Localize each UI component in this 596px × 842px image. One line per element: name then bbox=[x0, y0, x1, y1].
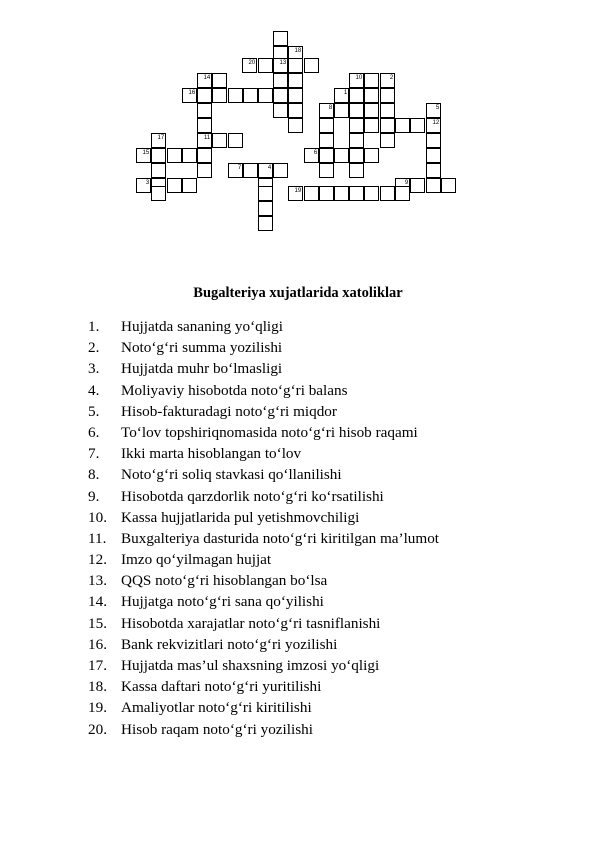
crossword-cell[interactable] bbox=[273, 88, 288, 103]
clue-number: 8. bbox=[88, 466, 100, 484]
clue-number: 12. bbox=[88, 551, 107, 569]
clue-item bbox=[88, 634, 439, 655]
crossword-cell[interactable] bbox=[364, 103, 379, 118]
clue-item bbox=[88, 676, 439, 697]
clue-text: Kassa hujjatlarida pul yetishmovchiligi bbox=[121, 508, 360, 526]
clue-item bbox=[88, 591, 439, 612]
clue-number-label: 13 bbox=[279, 60, 287, 66]
clue-number-label: 2 bbox=[389, 75, 394, 81]
crossword-cell[interactable] bbox=[349, 103, 364, 118]
crossword-cell[interactable] bbox=[197, 148, 212, 163]
crossword-cell[interactable] bbox=[426, 148, 441, 163]
clue-text: Noto‘g‘ri soliq stavkasi qo‘llanilishi bbox=[121, 466, 342, 484]
crossword-cell[interactable] bbox=[334, 148, 349, 163]
crossword-cell[interactable] bbox=[319, 163, 334, 178]
crossword-cell[interactable] bbox=[288, 73, 303, 88]
crossword-cell[interactable] bbox=[258, 88, 273, 103]
clue-text: Hujjatda mas’ul shaxsning imzosi yo‘qligi bbox=[121, 657, 380, 674]
clue-item bbox=[88, 422, 439, 443]
clue-text: Ikki marta hisoblangan to‘lov bbox=[121, 445, 302, 463]
crossword-cell[interactable] bbox=[441, 178, 456, 193]
clue-text: Hujjatda muhr bo‘lmasligi bbox=[121, 360, 283, 378]
clue-number: 6. bbox=[88, 423, 100, 441]
clue-number-label: 17 bbox=[157, 135, 165, 141]
clue-number-label: 4 bbox=[267, 165, 272, 171]
crossword-cell[interactable] bbox=[197, 118, 212, 133]
clue-item bbox=[88, 507, 439, 528]
crossword-cell[interactable] bbox=[304, 58, 319, 73]
crossword-cell[interactable] bbox=[288, 58, 303, 73]
clue-text: Hujjatda sananing yo‘qligi bbox=[121, 318, 283, 335]
clue-number-label: 18 bbox=[294, 48, 302, 54]
crossword-cell[interactable] bbox=[364, 73, 379, 88]
crossword-cell[interactable] bbox=[288, 186, 303, 201]
crossword-cell[interactable] bbox=[426, 118, 441, 133]
clue-number-label: 11 bbox=[203, 135, 211, 141]
clue-number-label: 16 bbox=[188, 90, 196, 96]
crossword-cell[interactable] bbox=[197, 73, 212, 88]
crossword-cell[interactable] bbox=[212, 73, 227, 88]
crossword-cell[interactable] bbox=[288, 88, 303, 103]
crossword-cell[interactable] bbox=[349, 133, 364, 148]
clue-text: Moliyaviy hisobotda noto‘g‘ri balans bbox=[121, 381, 348, 399]
clue-text: Hisobotda xarajatlar noto‘g‘ri tasniflanishi bbox=[121, 614, 381, 632]
crossword-cell[interactable] bbox=[334, 186, 349, 201]
crossword-cell[interactable] bbox=[349, 73, 364, 88]
clue-number: 1. bbox=[88, 318, 100, 335]
crossword-cell[interactable] bbox=[167, 178, 182, 193]
clue-item bbox=[88, 316, 439, 337]
clue-number-label: 1 bbox=[343, 90, 348, 96]
crossword-cell[interactable] bbox=[364, 88, 379, 103]
crossword-cell[interactable] bbox=[258, 216, 273, 231]
clue-text: Hisob raqam noto‘g‘ri yozilishi bbox=[121, 720, 313, 738]
crossword-cell[interactable] bbox=[258, 186, 273, 201]
crossword-cell[interactable] bbox=[167, 148, 182, 163]
crossword-cell[interactable] bbox=[136, 148, 151, 163]
crossword-cell[interactable] bbox=[273, 103, 288, 118]
crossword-cell[interactable] bbox=[212, 133, 227, 148]
crossword-cell[interactable] bbox=[364, 186, 379, 201]
clue-list bbox=[88, 316, 439, 740]
crossword-cell[interactable] bbox=[380, 88, 395, 103]
crossword-cell[interactable] bbox=[151, 163, 166, 178]
clue-number: 15. bbox=[88, 614, 107, 632]
crossword-cell[interactable] bbox=[197, 163, 212, 178]
clue-item bbox=[88, 655, 439, 676]
clue-number: 13. bbox=[88, 572, 107, 590]
crossword-cell[interactable] bbox=[380, 186, 395, 201]
crossword-cell[interactable] bbox=[349, 88, 364, 103]
crossword-cell[interactable] bbox=[151, 186, 166, 201]
crossword-cell[interactable] bbox=[243, 88, 258, 103]
clue-item bbox=[88, 549, 439, 570]
clue-text: Buxgalteriya dasturida noto‘g‘ri kiritilgan ma’lumot bbox=[121, 529, 440, 547]
crossword-cell[interactable] bbox=[426, 163, 441, 178]
crossword-cell[interactable] bbox=[182, 178, 197, 193]
crossword-cell[interactable] bbox=[380, 118, 395, 133]
crossword-cell[interactable] bbox=[197, 133, 212, 148]
crossword-cell[interactable] bbox=[319, 148, 334, 163]
clue-number: 11. bbox=[88, 529, 107, 547]
clue-item bbox=[88, 697, 439, 718]
clue-text: Amaliyotlar noto‘g‘ri kiritilishi bbox=[121, 699, 312, 717]
clue-item bbox=[88, 719, 439, 740]
crossword-cell[interactable] bbox=[349, 186, 364, 201]
crossword-cell[interactable] bbox=[258, 163, 273, 178]
clue-text: Kassa daftari noto‘g‘ri yuritilishi bbox=[121, 678, 322, 696]
clue-item bbox=[88, 486, 439, 507]
crossword-cell[interactable] bbox=[242, 58, 257, 73]
crossword-cell[interactable] bbox=[258, 58, 273, 73]
clue-text: Hisob-fakturadagi noto‘g‘ri miqdor bbox=[121, 402, 337, 420]
clue-number-label: 10 bbox=[355, 75, 363, 81]
crossword-cell[interactable] bbox=[426, 178, 441, 193]
crossword-cell[interactable] bbox=[349, 118, 364, 133]
clue-text: Hisobotda qarzdorlik noto‘g‘ri ko‘rsatilishi bbox=[121, 487, 384, 505]
clue-text: Imzo qo‘yilmagan hujjat bbox=[121, 551, 272, 569]
clue-number-label: 14 bbox=[203, 75, 211, 81]
clue-number: 9. bbox=[88, 487, 100, 505]
crossword-cell[interactable] bbox=[197, 88, 212, 103]
clue-text: Noto‘g‘ri summa yozilishi bbox=[121, 339, 283, 357]
clue-item bbox=[88, 528, 439, 549]
clue-item bbox=[88, 464, 439, 485]
clue-item bbox=[88, 401, 439, 422]
crossword-cell[interactable] bbox=[380, 103, 395, 118]
crossword-cell[interactable] bbox=[258, 201, 273, 216]
clue-item bbox=[88, 443, 439, 464]
clue-number: 17. bbox=[88, 657, 107, 674]
clue-number: 10. bbox=[88, 508, 107, 526]
clue-number: 14. bbox=[88, 593, 107, 611]
crossword-cell[interactable] bbox=[228, 163, 243, 178]
crossword-grid bbox=[0, 0, 596, 260]
crossword-cell[interactable] bbox=[410, 178, 425, 193]
crossword-cell[interactable] bbox=[380, 73, 395, 88]
crossword-cell[interactable] bbox=[243, 163, 258, 178]
crossword-cell[interactable] bbox=[228, 133, 243, 148]
clue-item bbox=[88, 613, 439, 634]
clue-item bbox=[88, 337, 439, 358]
clue-text: To‘lov topshiriqnomasida noto‘g‘ri hisob raqami bbox=[121, 423, 418, 441]
crossword-cell[interactable] bbox=[334, 103, 349, 118]
crossword-cell[interactable] bbox=[304, 186, 319, 201]
crossword-cell[interactable] bbox=[349, 148, 364, 163]
crossword-cell[interactable] bbox=[228, 88, 243, 103]
clue-number-label: 3 bbox=[145, 180, 150, 186]
crossword-cell[interactable] bbox=[364, 148, 379, 163]
crossword-cell[interactable] bbox=[273, 163, 288, 178]
crossword-cell[interactable] bbox=[410, 118, 425, 133]
crossword-cell[interactable] bbox=[136, 178, 151, 193]
crossword-cell[interactable] bbox=[288, 103, 303, 118]
clue-number-label: 12 bbox=[432, 120, 440, 126]
crossword-cell[interactable] bbox=[273, 73, 288, 88]
crossword-cell[interactable] bbox=[273, 58, 288, 73]
crossword-cell[interactable] bbox=[304, 148, 319, 163]
crossword-cell[interactable] bbox=[334, 88, 349, 103]
clue-item bbox=[88, 358, 439, 379]
crossword-cell[interactable] bbox=[364, 118, 379, 133]
crossword-cell[interactable] bbox=[273, 31, 288, 46]
crossword-cell[interactable] bbox=[319, 103, 334, 118]
crossword-cell[interactable] bbox=[182, 88, 197, 103]
crossword-cell[interactable] bbox=[395, 118, 410, 133]
crossword-cell[interactable] bbox=[197, 103, 212, 118]
crossword-cell[interactable] bbox=[319, 133, 334, 148]
crossword-cell[interactable] bbox=[182, 148, 197, 163]
crossword-cell[interactable] bbox=[426, 103, 441, 118]
clue-number-label: 5 bbox=[435, 105, 440, 111]
crossword-cell[interactable] bbox=[319, 118, 334, 133]
clue-number: 16. bbox=[88, 635, 107, 653]
crossword-cell[interactable] bbox=[380, 133, 395, 148]
crossword-cell[interactable] bbox=[212, 88, 227, 103]
clue-text: Bank rekvizitlari noto‘g‘ri yozilishi bbox=[121, 635, 338, 653]
clue-number: 18. bbox=[88, 678, 107, 696]
clue-number-label: 8 bbox=[328, 105, 333, 111]
clue-number: 7. bbox=[88, 445, 100, 463]
crossword-cell[interactable] bbox=[395, 186, 410, 201]
clue-number: 4. bbox=[88, 381, 100, 399]
crossword-cell[interactable] bbox=[349, 163, 364, 178]
crossword-cell[interactable] bbox=[426, 133, 441, 148]
clue-text: Hujjatga noto‘g‘ri sana qo‘yilishi bbox=[121, 593, 324, 611]
clue-number: 5. bbox=[88, 402, 100, 420]
clue-number: 2. bbox=[88, 339, 100, 357]
clue-number: 3. bbox=[88, 360, 100, 378]
clue-number-label: 6 bbox=[313, 150, 318, 156]
crossword-cell[interactable] bbox=[288, 118, 303, 133]
crossword-cell[interactable] bbox=[319, 186, 334, 201]
clue-item bbox=[88, 380, 439, 401]
crossword-cell[interactable] bbox=[151, 133, 166, 148]
clue-item bbox=[88, 570, 439, 591]
crossword-cell[interactable] bbox=[151, 148, 166, 163]
clue-number-label: 15 bbox=[142, 150, 150, 156]
clue-number-label: 9 bbox=[404, 180, 409, 186]
clue-number-label: 7 bbox=[237, 165, 242, 171]
clue-number-label: 19 bbox=[294, 188, 302, 194]
page-title: Bugalteriya xujatlarida xatoliklar bbox=[193, 285, 403, 301]
clue-number-label: 20 bbox=[248, 60, 256, 66]
clue-number: 19. bbox=[88, 699, 107, 717]
clue-number: 20. bbox=[88, 720, 107, 738]
clue-text: QQS noto‘g‘ri hisoblangan bo‘lsa bbox=[121, 572, 328, 590]
